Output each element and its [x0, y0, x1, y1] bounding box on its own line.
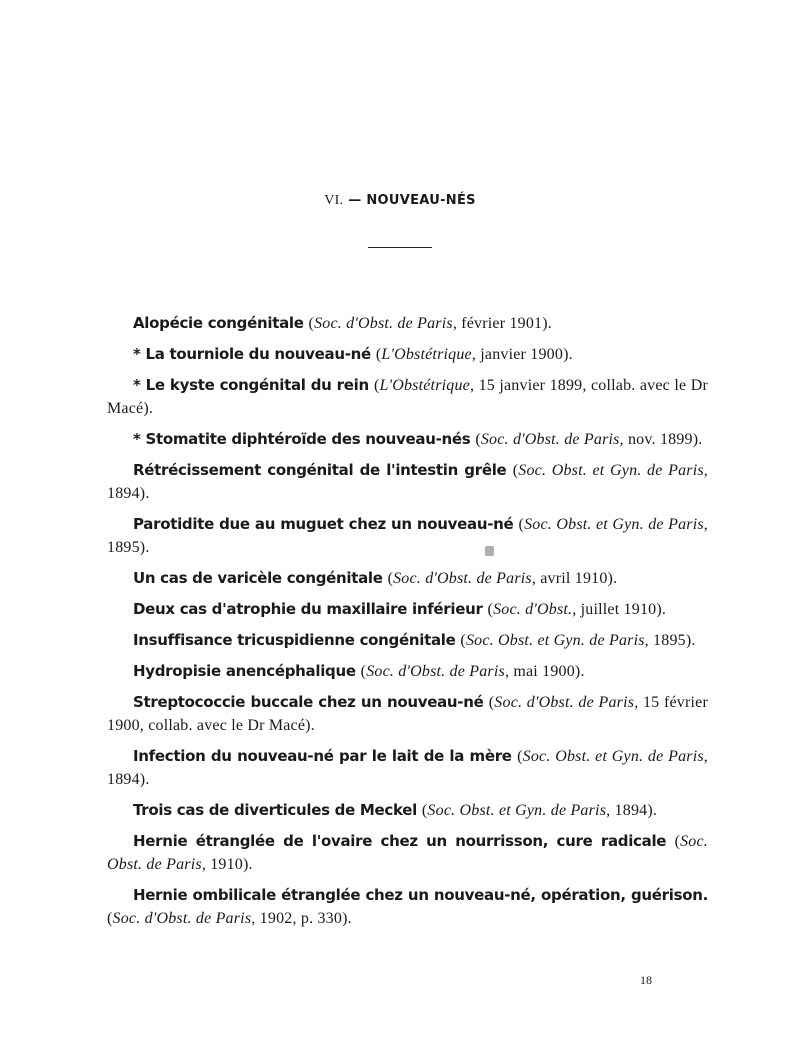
journal-name: Soc. Obst. et Gyn. de Paris [524, 516, 704, 533]
reference-text: , février 1901). [452, 315, 552, 332]
reference-text: , janvier 1900). [471, 346, 573, 363]
journal-name: Soc. Obst. et Gyn. de Paris [427, 802, 607, 819]
bibliography-entry [107, 660, 708, 683]
bibliography-entry [107, 799, 708, 822]
bibliography-entry [107, 830, 708, 876]
bibliography-entry [107, 884, 708, 930]
reference-text: , 15 janvier 1899, collab. avec le Dr Macé). [107, 377, 708, 417]
entry-title: Deux cas d'atrophie du maxillaire inférieur [133, 600, 488, 618]
reference-text: ( [512, 462, 519, 479]
reference-text: ( [421, 802, 428, 819]
entry-title: Trois cas de diverticules de Meckel [133, 801, 422, 819]
entry-reference [388, 570, 618, 587]
reference-text: , 1895). [644, 632, 696, 649]
bibliography-entry [107, 428, 708, 451]
journal-name: Soc. d'Obst. de Paris [314, 315, 453, 332]
bibliography-entry [107, 745, 708, 791]
entry-title: Le kyste congénital du rein [145, 376, 374, 394]
journal-name: Soc. Obst. de Paris [107, 833, 708, 873]
reference-text: , 1895). [107, 516, 708, 556]
entry-reference [422, 802, 657, 819]
entry-title: Parotidite due au muguet chez un nouveau-né [133, 515, 519, 533]
reference-text: , juillet 1910). [572, 601, 667, 618]
entry-title: Infection du nouveau-né par le lait de la mère [133, 747, 518, 765]
reference-text: , 1894). [606, 802, 658, 819]
journal-name: Soc. d'Obst. [493, 601, 573, 618]
bibliography-entry [107, 513, 708, 559]
entry-reference [460, 632, 695, 649]
entry-title: Stomatite diphtéroïde des nouveau-nés [145, 430, 476, 448]
entry-title: Streptococcie buccale chez un nouveau-né [133, 693, 489, 711]
reference-text: ( [517, 748, 523, 765]
entry-reference [107, 910, 352, 927]
entry-reference [361, 663, 585, 680]
section-title: NOUVEAU-NÉS [366, 193, 476, 208]
reference-text: , 1902, p. 330). [251, 910, 352, 927]
page-number: 18 [640, 973, 652, 987]
reference-text: ( [674, 833, 681, 850]
bibliography-entry [107, 312, 708, 335]
heading-rule [368, 247, 432, 248]
journal-name: Soc. d'Obst. de Paris [112, 910, 252, 927]
reference-text: ( [373, 377, 380, 394]
bibliography-entry [107, 374, 708, 420]
journal-name: Soc. d'Obst. de Paris [366, 663, 505, 680]
journal-name: L'Obstétrique [379, 377, 470, 394]
bibliography-entry [107, 343, 708, 366]
reference-text: ( [107, 910, 113, 927]
reference-text: , nov. 1899). [619, 431, 703, 448]
reference-text: , 15 février 1900, collab. avec le Dr Macé). [107, 694, 708, 734]
section-heading [0, 193, 800, 209]
entry-reference [475, 431, 702, 448]
reference-text: ( [387, 570, 394, 587]
reference-text: ( [518, 516, 525, 533]
journal-name: Soc. d'Obst. de Paris [494, 694, 635, 711]
entry-title: Hernie étranglée de l'ovaire chez un nourrisson, cure radicale [133, 832, 675, 850]
reference-text: ( [488, 694, 495, 711]
bibliography-entry [107, 459, 708, 505]
entry-title: Alopécie congénitale [133, 314, 309, 332]
journal-name: L'Obstétrique [381, 346, 472, 363]
bibliography-entry [107, 629, 708, 652]
reference-text: , 1910). [201, 856, 253, 873]
reference-text: ( [308, 315, 315, 332]
entry-title: La tourniole du nouveau-né [145, 345, 376, 363]
journal-name: Soc. d'Obst. de Paris [480, 431, 620, 448]
entry-reference [488, 601, 667, 618]
entry-title: Rétrécissement congénital de l'intestin grêle [133, 461, 513, 479]
reference-text: ( [375, 346, 382, 363]
bibliography-entry [107, 598, 708, 621]
entry-title: Un cas de varicèle congénitale [133, 569, 388, 587]
journal-name: Soc. Obst. et Gyn. de Paris [518, 462, 704, 479]
entry-title: Insuffisance tricuspidienne congénitale [133, 631, 461, 649]
reference-text: , 1894). [107, 748, 708, 788]
entry-title: Hydropisie anencéphalique [133, 662, 361, 680]
entry-reference [309, 315, 552, 332]
journal-name: Soc. Obst. et Gyn. de Paris [522, 748, 704, 765]
bibliography-list [107, 312, 708, 938]
section-number: VI. [324, 193, 344, 208]
reference-text: ( [360, 663, 367, 680]
reference-text: , 1894). [107, 462, 708, 502]
journal-name: Soc. d'Obst. de Paris [393, 570, 532, 587]
bibliography-entry [107, 691, 708, 737]
asterisk-mark: * [133, 376, 146, 394]
entry-reference [376, 346, 573, 363]
journal-name: Soc. Obst. et Gyn. de Paris [465, 632, 645, 649]
section-dash: — [343, 193, 367, 208]
reference-text: ( [460, 632, 466, 649]
reference-text: , mai 1900). [504, 663, 585, 680]
asterisk-mark: * [133, 345, 146, 363]
asterisk-mark: * [133, 430, 146, 448]
bibliography-entry [107, 567, 708, 590]
reference-text: , avril 1910). [531, 570, 618, 587]
reference-text: ( [487, 601, 494, 618]
entry-title: Hernie ombilicale étranglée chez un nouveau-né, opération, guérison. [133, 886, 708, 904]
ink-blot [485, 546, 494, 556]
reference-text: ( [475, 431, 481, 448]
